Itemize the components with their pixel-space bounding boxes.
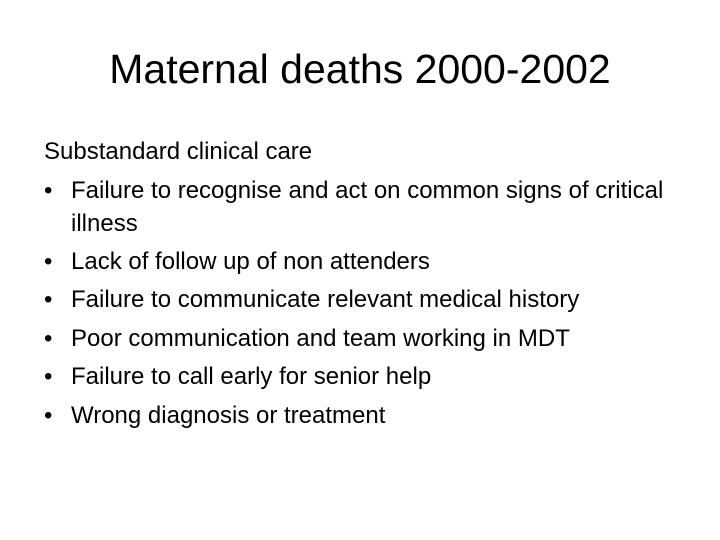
list-item-text: Failure to communicate relevant medical history: [71, 286, 580, 313]
bullet-icon: •: [44, 286, 53, 313]
bullet-icon: •: [44, 363, 53, 390]
bullet-icon: •: [44, 247, 53, 275]
list-item: [44, 320, 694, 359]
list-item: [44, 172, 694, 243]
list-item-text: Failure to recognise and act on common signs of critical illness: [71, 176, 664, 237]
list-item: [44, 281, 694, 320]
bullet-icon: •: [44, 324, 53, 352]
list-item-text: Lack of follow up of non attenders: [71, 247, 430, 275]
bullet-icon: •: [44, 401, 53, 429]
list-item-text: Wrong diagnosis or treatment: [71, 401, 386, 429]
slide-body: [44, 133, 694, 435]
list-item-text: Failure to call early for senior help: [71, 363, 432, 390]
bullet-list: [44, 172, 694, 436]
list-item: [44, 397, 694, 436]
list-item: [44, 243, 694, 282]
list-item-text: Poor communication and team working in MDT: [71, 324, 570, 352]
bullet-icon: •: [44, 176, 53, 204]
slide-title: Maternal deaths 2000-2002: [109, 46, 611, 92]
list-item: [44, 358, 694, 397]
intro-text: Substandard clinical care: [44, 138, 313, 165]
